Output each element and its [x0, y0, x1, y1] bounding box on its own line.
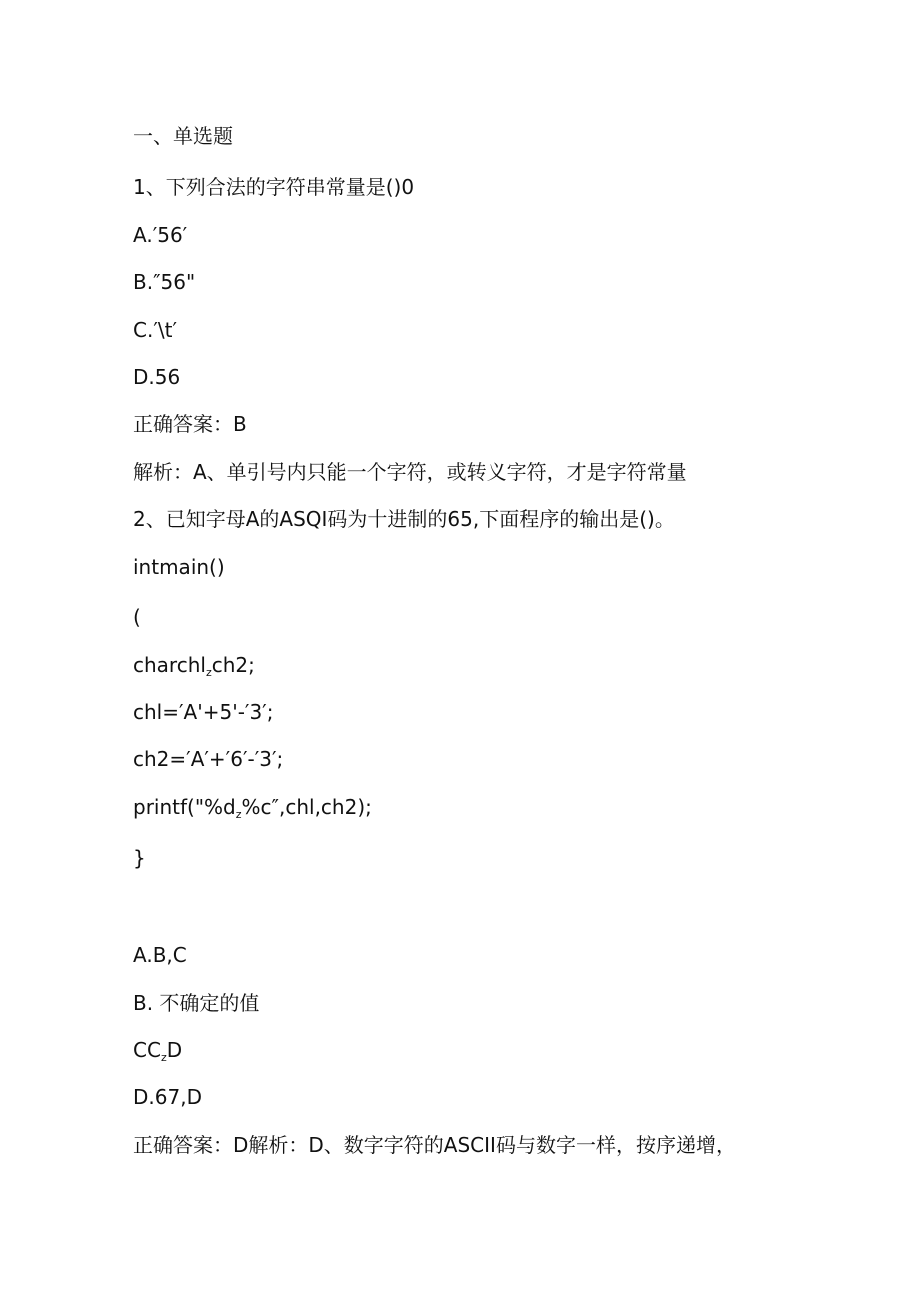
code-line-1: intmain() [133, 555, 225, 579]
question-1-answer: 正确答案：B [133, 412, 247, 436]
code-line-3-subscript: z [205, 666, 212, 679]
code-line-3-part-2: ch2; [211, 653, 255, 677]
question-1-option-d: D.56 [133, 365, 181, 389]
code-line-3-part-1: charchl [133, 653, 206, 677]
code-line-2: ( [133, 605, 141, 629]
question-2-option-c-subscript: z [160, 1051, 167, 1064]
code-line-6-part-1: printf("%d [133, 795, 236, 819]
question-2-answer-analysis: 正确答案：D解析：D、数字字符的ASCII码与数字一样，按序递增， [133, 1133, 736, 1157]
code-line-6 [133, 794, 372, 828]
question-1-option-b: B.″56" [133, 270, 196, 294]
question-2-option-c [133, 1037, 182, 1071]
question-2-option-d: D.67,D [133, 1085, 202, 1109]
question-2-option-c-part-1: CC [133, 1038, 161, 1062]
question-2-option-c-part-2: D [166, 1038, 183, 1062]
question-1-option-a: A.′56′ [133, 223, 188, 247]
question-2-stem: 2、已知字母A的ASQI码为十进制的65,下面程序的输出是()。 [133, 507, 675, 531]
code-line-7: } [133, 846, 146, 870]
section-title: 一、单选题 [133, 124, 233, 148]
question-1-option-c: C.′\t′ [133, 318, 177, 342]
question-1-stem: 1、下列合法的字符串常量是()0 [133, 175, 415, 199]
code-line-6-part-2: %c″,chl,ch2); [241, 795, 372, 819]
code-line-3 [133, 652, 255, 686]
code-line-6-subscript: z [235, 808, 242, 821]
code-line-4: chl=′A'+5'-′3′; [133, 700, 274, 724]
question-2-option-b: B. 不确定的值 [133, 991, 260, 1015]
code-line-5: ch2=′A′+′6′-′3′; [133, 747, 284, 771]
question-2-option-a: A.B,C [133, 943, 187, 967]
question-1-analysis: 解析：A、单引号内只能一个字符，或转义字符，才是字符常量 [133, 460, 687, 484]
